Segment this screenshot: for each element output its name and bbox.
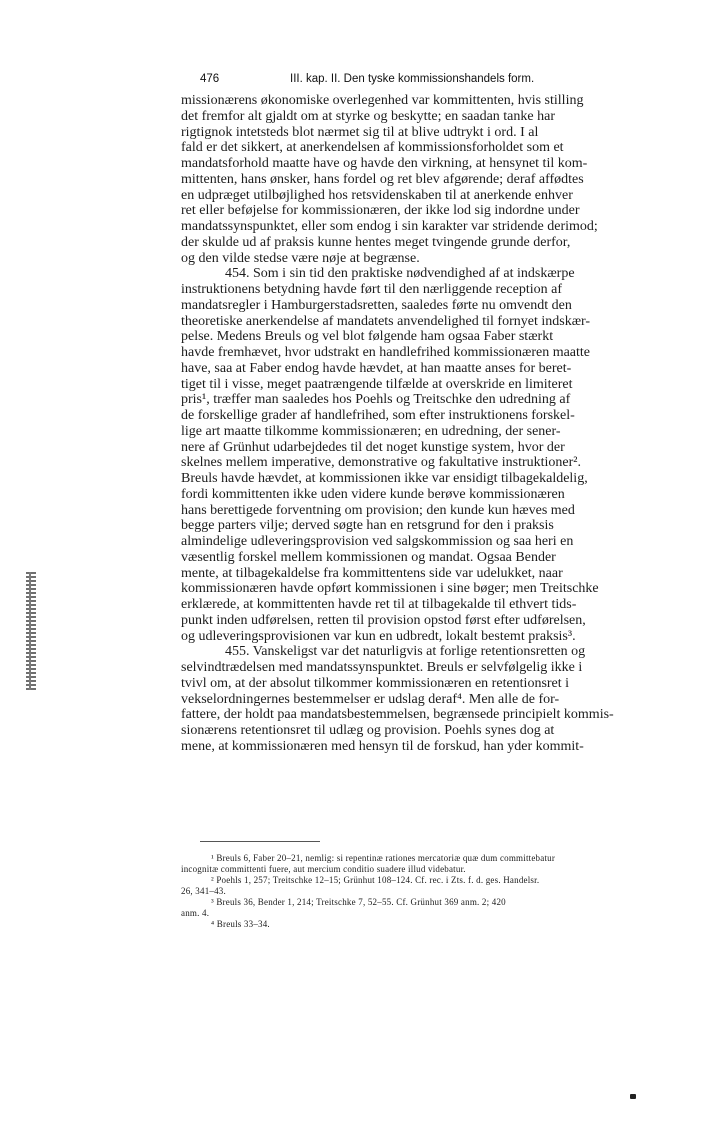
body-line: fordi kommittenten ikke uden videre kunde berøve kommissionæren [181,486,565,502]
body-line: der skulde ud af praksis kunne hentes meget tvingende grunde derfor, [181,234,571,250]
body-line: lige art maatte tilkomme kommissionæren; en udredning, der sener- [181,423,561,439]
body-line: erklærede, at kommittenten havde ret til at tilbagekalde til ethvert tids- [181,597,577,612]
body-line: instruktionens betydning havde ført til den nærliggende reception af [181,282,563,297]
footnote-line: anm. 4. [181,908,210,918]
body-line: det fremfor alt gjaldt om at styrke og beskytte; en saadan tanke har [181,108,555,124]
body-line: almindelige udleveringsprovision ved salgskommission og saa heri en [181,534,574,549]
body-line: nere af Grünhut udarbejdedes til det noget kunstige system, hvor der [181,439,565,455]
body-line: punkt inden udførelsen, retten til provision opstod først efter udførelsen, [181,612,586,628]
body-line: fald er det sikkert, at anerkendelsen af kommissionsforholdet som et [181,140,564,156]
body-line: vekselordningernes bestemmelser er udslag deraf⁴. Men alle de for- [181,691,560,707]
body-line: sionærens retentionsret til udlæg og provision. Poehls synes dog at [181,723,555,738]
body-line: pelse. Medens Breuls og vel blot følgende ham ogsaa Faber stærkt [181,329,554,345]
body-line: rigtignok intetsteds blot nærmet sig til at blive udtrykt i ord. I al [181,124,539,140]
footnote-line: 26, 341–43. [181,886,226,896]
body-line: 454. Som i sin tid den praktiske nødvendighed af at indskærpe [225,266,575,282]
body-line: mene, at kommissionæren med hensyn til de forskud, han yder kommit- [181,738,584,754]
body-line: hans berettigede forventning om provision; den kunde kun hæves med [181,502,575,518]
body-line: kommissionæren havde opført kommissionen i sine bøger; men Treitschke [181,581,599,597]
scan-mark-icon [630,1094,636,1099]
body-line: begge parters vilje; derved søgte han en retsgrund for den i praksis [181,518,554,534]
body-line: og den vilde stedse være nøje at begrænse. [181,250,420,266]
body-line: væsentlig forskel mellem kommissionen og mandat. Ogsaa Bender [181,549,556,565]
body-line: en udpræget utilbøjlighed hos retsvidenskaben til at anerkende enhver [181,187,573,203]
body-line: de forskellige grader af handlefrihed, som efter instruktionens forskel- [181,408,575,423]
footnote-line: incognitæ committenti fuere, aut mercium conditio suadere illud videbatur. [181,864,466,874]
body-line: fattere, der holdt paa mandatsbestemmelsen, begrænsede principielt kommis- [181,707,614,723]
body-text [181,93,720,755]
body-line: tvivl om, at der absolut tilkommer kommissionæren en retentionsret i [181,675,570,691]
body-line: have, saa at Faber endog havde hævdet, at han maatte anses for beret- [181,360,572,376]
body-line: missionærens økonomiske overlegenhed var kommittenten, hvis stilling [181,93,584,108]
body-line: mandatsregler i Hamburgerstadsretten, saaledes førte nu omvendt den [181,297,572,313]
body-line: 455. Vanskeligst var det naturligvis at forlige retentionsretten og [225,644,586,660]
body-line: skelnes mellem imperative, demonstrative og fakultative instruktioner². [181,455,581,471]
body-line: theoretiske anerkendelse af mandatets anvendelighed til fornyet indskær- [181,313,591,329]
body-line: mandatssynspunktet, eller som endog i sin karakter var stridende derimod; [181,219,598,234]
body-line: Breuls havde hævdet, at kommissionen ikke var ensidigt tilbagekaldelig, [181,471,588,486]
body-line: ret eller beføjelse for kommissionæren, der ikke lod sig indordne under [181,203,580,219]
body-line: mente, at tilbagekaldelse fra kommittentens side var udelukket, naar [181,565,563,581]
body-line: havde fremhævet, hvor udstrakt en handlefrihed kommissionæren maatte [181,345,591,360]
footnote-line: ⁴ Breuls 33–34. [211,919,270,929]
footnote-line: ¹ Breuls 6, Faber 20–21, nemlig: si repentinæ rationes mercatoriæ quæ dum committebatur [211,853,556,863]
footnotes [181,853,720,930]
footnote-line: ² Poehls 1, 257; Treitschke 12–15; Grünhut 108–124. Cf. rec. i Zts. f. d. ges. Handelsr. [211,875,540,885]
body-line: mandatsforhold maatte have og havde den virkning, at hensynet til kom- [181,156,588,171]
body-line: tiget til i visse, meget paatrængende tilfælde at overskride en limiteret [181,376,573,392]
body-line: og udleveringsprovisionen var kun en udbredt, lokalt bestemt praksis³. [181,628,576,644]
library-stamp-icon [26,572,36,690]
body-line: mittenten, hans ønsker, hans fordel og ret blev afgørende; deraf affødtes [181,171,584,187]
body-line: pris¹, træffer man saaledes hos Poehls og Treitschke den udredning af [181,392,571,408]
footnote-line: ³ Breuls 36, Bender 1, 214; Treitschke 7, 52–55. Cf. Grünhut 369 anm. 2; 420 [211,897,506,907]
running-title: III. kap. II. Den tyske kommissionshandels form. [290,73,535,85]
footnote-divider [200,841,320,842]
body-line: selvindtrædelsen med mandatssynspunktet. Breuls er selvfølgelig ikke i [181,660,583,675]
page-number: 476 [200,73,220,85]
